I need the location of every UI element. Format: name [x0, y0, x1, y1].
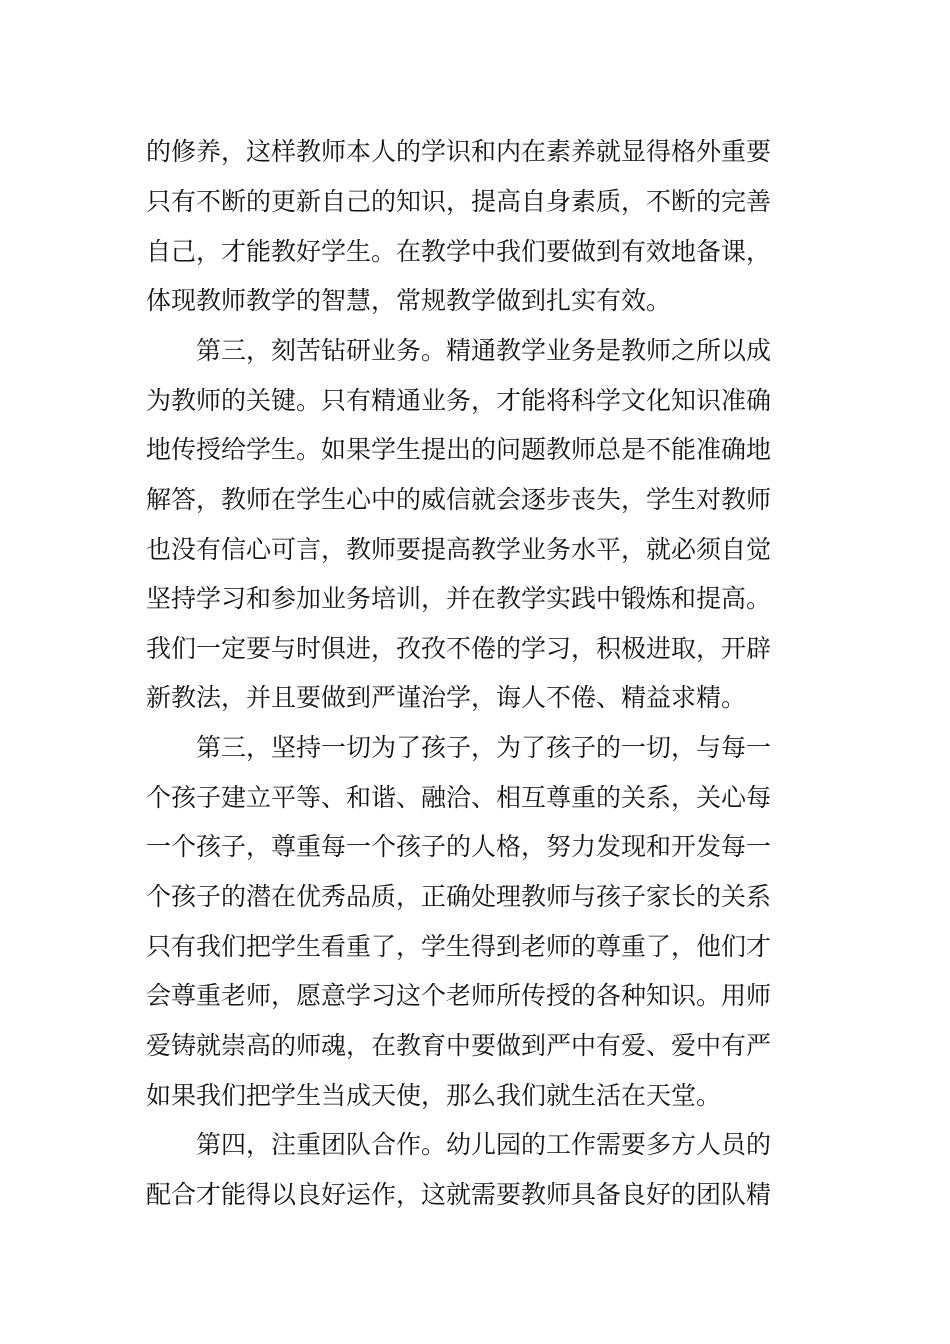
- text-line: 一个孩子，尊重每一个孩子的人格，努力发现和开发每一: [146, 832, 772, 861]
- paragraph-first-line: 第四，注重团队合作。幼儿园的工作需要多方人员的: [196, 1130, 772, 1159]
- text-line: 为教师的关键。只有精通业务，才能将科学文化知识准确: [146, 386, 772, 415]
- paragraph-first-line: 第三，坚持一切为了孩子，为了孩子的一切，与每一: [196, 733, 772, 762]
- paragraph-first-line: 第三，刻苦钻研业务。精通教学业务是教师之所以成: [196, 336, 772, 365]
- text-line: 自己，才能教好学生。在教学中我们要做到有效地备课，: [146, 237, 772, 266]
- text-line: 解答，教师在学生心中的威信就会逐步丧失，学生对教师: [146, 485, 772, 514]
- text-line: 新教法，并且要做到严谨治学，诲人不倦、精益求精。: [146, 683, 747, 712]
- text-line: 只有我们把学生看重了，学生得到老师的尊重了，他们才: [146, 932, 772, 961]
- text-line: 如果我们把学生当成天使，那么我们就生活在天堂。: [146, 1081, 722, 1110]
- text-line: 个孩子的潜在优秀品质，正确处理教师与孩子家长的关系: [146, 882, 772, 911]
- text-line: 个孩子建立平等、和谐、融洽、相互尊重的关系，关心每: [146, 783, 772, 812]
- text-line: 体现教师教学的智慧，常规教学做到扎实有效。: [146, 286, 672, 315]
- text-line: 也没有信心可言，教师要提高教学业务水平，就必须自觉: [146, 535, 772, 564]
- text-line: 配合才能得以良好运作，这就需要教师具备良好的团队精: [146, 1180, 772, 1209]
- text-line: 坚持学习和参加业务培训，并在教学实践中锻炼和提高。: [146, 584, 772, 613]
- text-line: 我们一定要与时俱进，孜孜不倦的学习，积极进取，开辟: [146, 634, 772, 663]
- text-line: 只有不断的更新自己的知识，提高自身素质，不断的完善: [146, 187, 772, 216]
- text-line: 会尊重老师，愿意学习这个老师所传授的各种知识。用师: [146, 981, 772, 1010]
- text-line: 爱铸就崇高的师魂，在教育中要做到严中有爱、爱中有严: [146, 1031, 772, 1060]
- text-line: 的修养，这样教师本人的学识和内在素养就显得格外重要: [146, 137, 772, 166]
- text-line: 地传授给学生。如果学生提出的问题教师总是不能准确地: [146, 435, 772, 464]
